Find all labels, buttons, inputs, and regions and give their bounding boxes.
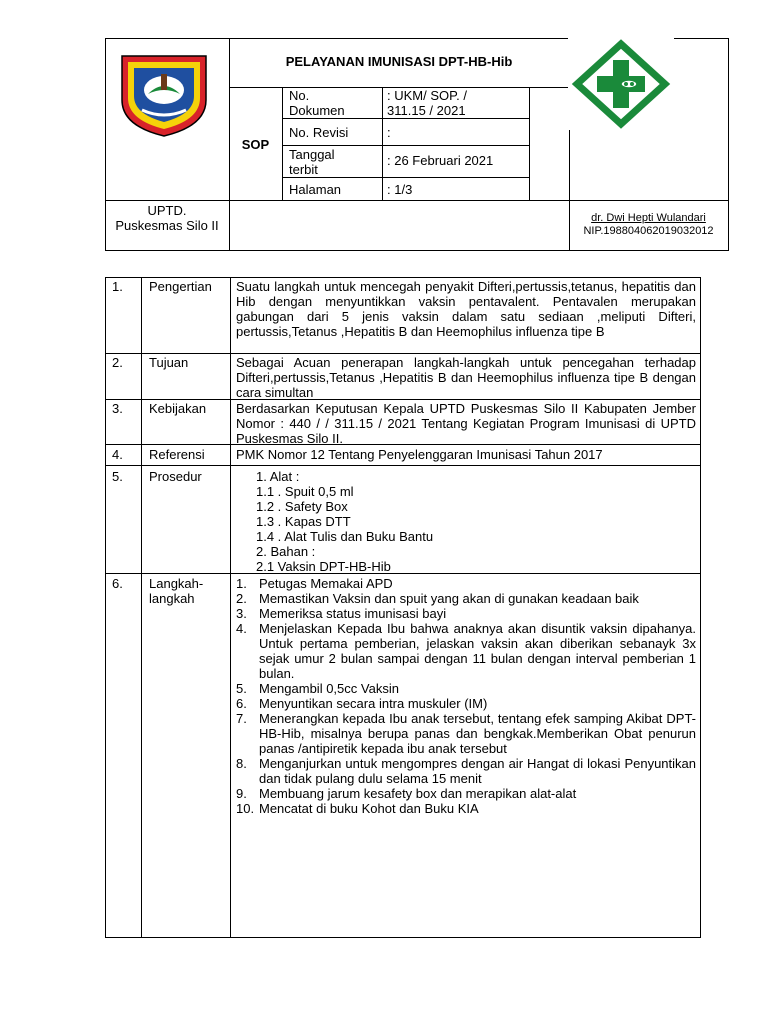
issue-date-label: Tanggal terbit (289, 147, 335, 177)
procedure-item: 1.3 . Kapas DTT (256, 514, 351, 529)
step-number: 9. (236, 786, 247, 801)
procedure-item: 1.2 . Safety Box (256, 499, 348, 514)
step-number: 2. (236, 591, 247, 606)
issue-date-value: : 26 Februari 2021 (387, 153, 494, 168)
row-3-label: Kebijakan (149, 401, 207, 416)
procedure-item: 1.1 . Spuit 0,5 ml (256, 484, 354, 499)
row-2-number: 2. (112, 355, 123, 370)
row-5-number: 5. (112, 469, 123, 484)
step-text: Mengambil 0,5cc Vaksin (259, 681, 399, 696)
sop-label: SOP (241, 137, 270, 152)
step-item (236, 696, 696, 711)
procedure-item: 2.1 Vaksin DPT-HB-Hib (256, 559, 391, 574)
step-text: Memastikan Vaksin dan spuit yang akan di gunakan keadaan baik (259, 591, 639, 606)
step-item (236, 591, 696, 606)
step-number: 5. (236, 681, 247, 696)
revision-label: No. Revisi (289, 125, 349, 140)
step-item (236, 756, 696, 786)
step-number: 7. (236, 711, 247, 726)
step-text: Memeriksa status imunisasi bayi (259, 606, 447, 621)
step-item (236, 801, 696, 816)
signer-name: dr. Dwi Hepti Wulandari (591, 212, 706, 224)
document-title: PELAYANAN IMUNISASI DPT-HB-Hib (285, 54, 513, 69)
step-item (236, 621, 696, 681)
row-5-label: Prosedur (149, 469, 202, 484)
row-2-content: Sebagai Acuan penerapan langkah-langkah untuk pencegahan terhadap Difteri,pertussis,Tetanus ,Hepatitis B dan Heemophilus influenza tipe B dengan cara simultan (236, 355, 696, 400)
step-item (236, 606, 696, 621)
step-text: Mencatat di buku Kohot dan Buku KIA (259, 801, 479, 816)
doc-number-value: : UKM/ SOP. / 311.15 / 2021 (387, 88, 467, 118)
row-4-number: 4. (112, 447, 123, 462)
procedure-item: 1. Alat : (256, 469, 300, 484)
step-text: Menjelaskan Kepada Ibu bahwa anaknya akan disuntik vaksin dipahanya. Untuk pertama pemberian, jelaskan vaksin akan diberikan sebanayk 3x sejak umur 2 bulan sampai dengan 11 bulan dengan interval pemberian 1 bulan. (259, 621, 696, 681)
step-number: 3. (236, 606, 247, 621)
step-number: 1. (236, 576, 247, 591)
procedure-list (256, 469, 676, 574)
step-text: Petugas Memakai APD (259, 576, 393, 591)
row-6-label: Langkah- langkah (149, 576, 204, 606)
regency-crest-logo (118, 50, 210, 138)
puskesmas-logo (568, 38, 674, 130)
page-value: : 1/3 (387, 182, 413, 197)
step-number: 8. (236, 756, 247, 771)
step-number: 4. (236, 621, 247, 636)
procedure-item: 1.4 . Alat Tulis dan Buku Bantu (256, 529, 434, 544)
procedure-item: 2. Bahan : (256, 544, 316, 559)
step-item (236, 786, 696, 801)
row-1-content: Suatu langkah untuk mencegah penyakit Difteri,pertussis,tetanus, hepatitis dan Hib dengan menyuntikkan vaksin pentavalent. Pentavalen merupakan gabungan dari 5 jenis vaksin dalam satu sediaan ,meliputi Difteri, pertussis,Tetanus ,Hepatitis B dan Heemophilus influenza tipe B (236, 279, 696, 339)
row-2-label: Tujuan (149, 355, 189, 370)
step-item (236, 711, 696, 756)
page-label: Halaman (289, 182, 342, 197)
row-3-number: 3. (112, 401, 123, 416)
row-1-number: 1. (112, 279, 123, 294)
steps-list (236, 576, 696, 816)
revision-value: : (387, 125, 391, 140)
row-6-number: 6. (112, 576, 123, 591)
step-number: 10. (236, 801, 255, 816)
step-text: Menerangkan kepada Ibu anak tersebut, tentang efek samping Akibat DPT-HB-Hib, misalnya berupa panas dan bengkak.Memberikan Obat penurun panas /antipiretik kepada ibu anak tersebut (259, 711, 696, 756)
step-text: Membuang jarum kesafety box dan merapikan alat-alat (259, 786, 577, 801)
step-item (236, 681, 696, 696)
row-3-content: Berdasarkan Keputusan Kepala UPTD Puskesmas Silo II Kabupaten Jember Nomor : 440 / / 311.15 / 2021 Tentang Kegiatan Program Imunisasi di UPTD Puskesmas Silo II. (236, 401, 696, 446)
step-number: 6. (236, 696, 247, 711)
signer-nip: NIP.198804062019032012 (583, 225, 714, 237)
step-text: Menyuntikan secara intra muskuler (IM) (259, 696, 488, 711)
row-4-content: PMK Nomor 12 Tentang Penyelenggaran Imunisasi Tahun 2017 (236, 447, 603, 462)
row-1-label: Pengertian (149, 279, 212, 294)
doc-number-label: No. Dokumen (289, 88, 345, 118)
step-item (236, 576, 696, 591)
row-4-label: Referensi (149, 447, 205, 462)
unit-name: UPTD. Puskesmas Silo II (115, 203, 219, 233)
step-text: Menganjurkan untuk mengompres dengan air Hangat di lokasi Penyuntikan dan tidak pulang dulu selama 15 menit (259, 756, 696, 786)
